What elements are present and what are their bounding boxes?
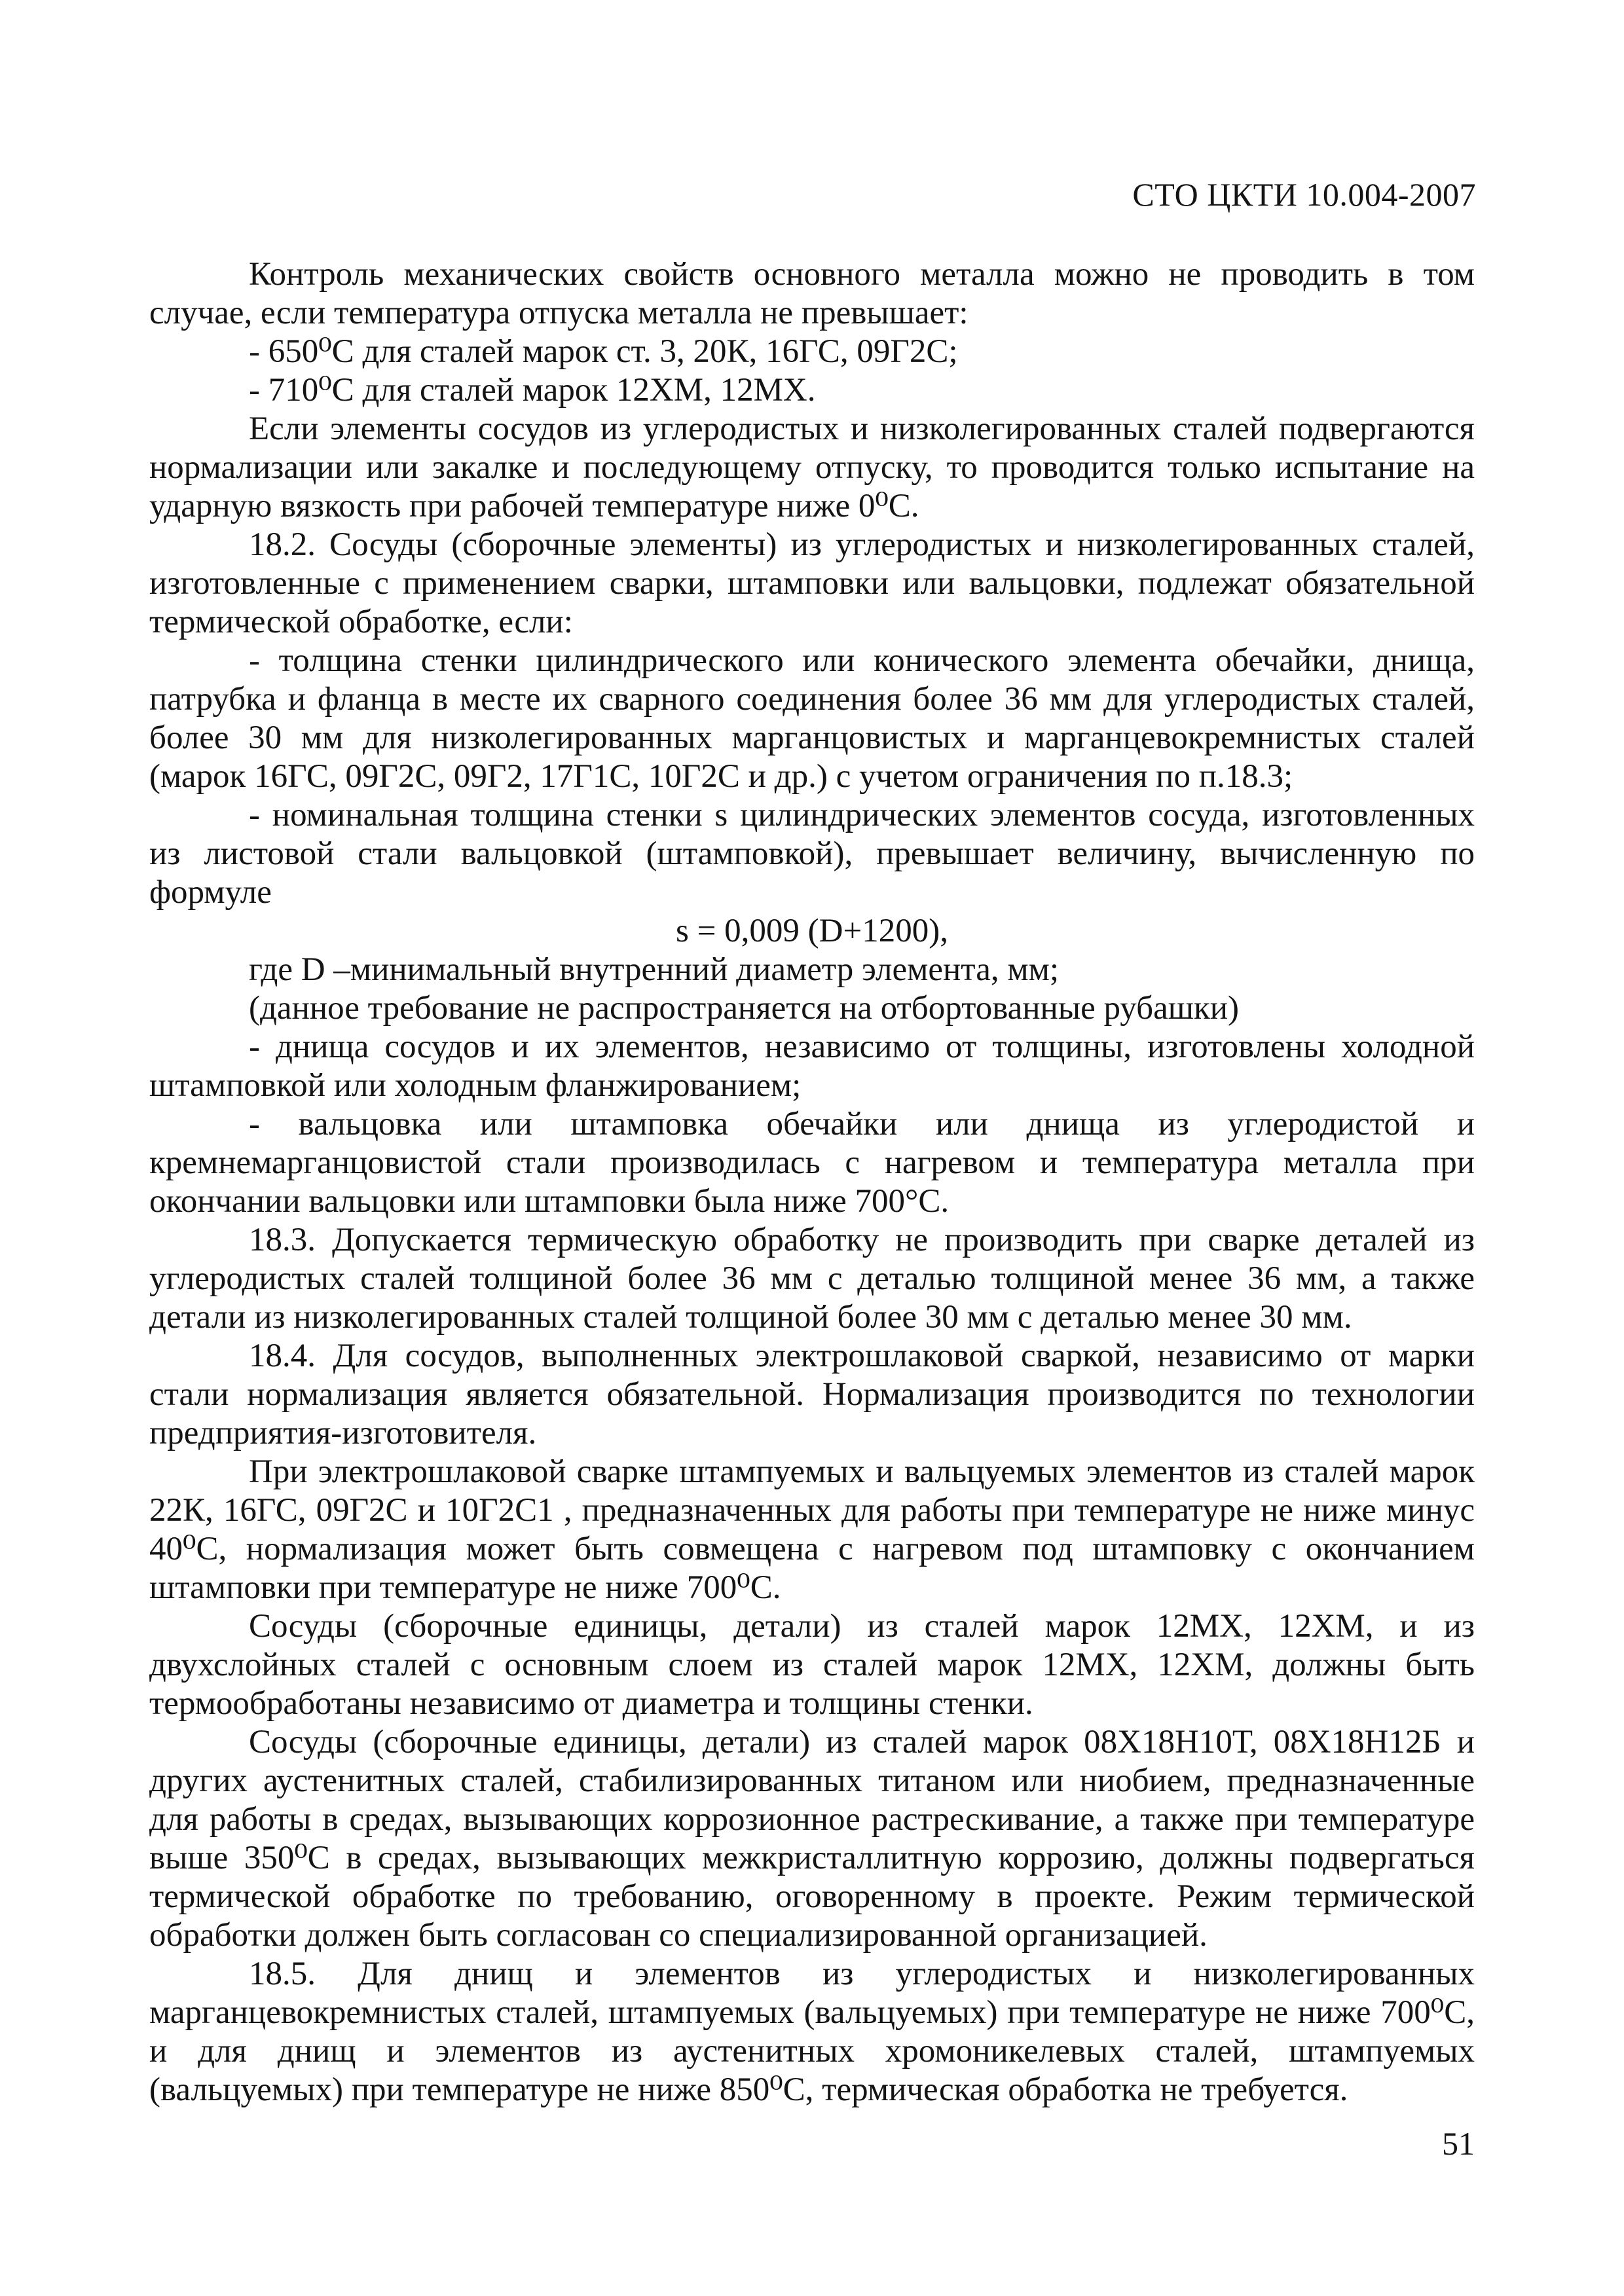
paragraph-18-4: 18.4. Для сосудов, выполненных электрошлаковой сваркой, независимо от марки стали нормализация является обязательной. Нормализация производится по технологии предприятия-изготовителя. [149,1338,1475,1451]
list-item-hot-rolling: - вальцовка или штамповка обечайки или днища из углеродистой и кремнемарганцовистой стали производилась с нагревом и температура металла при окончании вальцовки или штамповки была ниже 700°C. [149,1106,1475,1220]
list-item-wall-thickness: - толщина стенки цилиндрического или конического элемента обечайки, днища, патрубка и фланца в месте их сварного соединения более 36 мм для углеродистых сталей, более 30 мм для низколегированных марганцовистых и марганцевокремнистых сталей (марок 16ГС, 09Г2С, 09Г2, 17Г1С, 10Г2С и др.) с учетом ограничения по п.18.3; [149,642,1475,795]
formula-legend: где D –минимальный внутренний диаметр элемента, мм; [249,951,1060,988]
list-item-nominal-thickness: - номинальная толщина стенки s цилиндрических элементов сосуда, изготовленных из листовой стали вальцовкой (штамповкой), превышает величину, вычисленную по формуле [149,797,1475,911]
list-item-cold-stamping: - днища сосудов и их элементов, независимо от толщины, изготовлены холодной штамповкой или холодным фланжированием; [149,1029,1475,1104]
page-number: 51 [1442,2125,1475,2162]
paragraph-normalization: Если элементы сосудов из углеродистых и низколегированных сталей подвергаются нормализации или закалке и последующему отпуску, то проводится только испытание на ударную вязкость при рабочей температуре ниже 0⁰C. [149,410,1475,524]
paragraph-mechanical-control: Контроль механических свойств основного металла можно не проводить в том случае, если температура отпуска металла не превышает: [149,256,1475,331]
paragraph-18-2: 18.2. Сосуды (сборочные элементы) из углеродистых и низколегированных сталей, изготовленные с применением сварки, штамповки или вальцовки, подлежат обязательной термической обработке, если: [149,526,1475,640]
paragraph-18-3: 18.3. Допускается термическую обработку не производить при сварке деталей из углеродистых сталей толщиной более 36 мм с деталью толщиной менее 36 мм, а также детали из низколегированных сталей толщиной более 30 мм с деталью менее 30 мм. [149,1222,1475,1336]
formula-note: (данное требование не распространяется на отбортованные рубашки) [249,990,1240,1027]
paragraph-electroslag: При электрошлаковой сварке штампуемых и вальцуемых элементов из сталей марок 22К, 16ГС, 09Г2С и 10Г2С1 , предназначенных для работы при температуре не ниже минус 40⁰C, нормализация может быть совмещена с нагревом под штамповку с окончанием штамповки при температуре не ниже 700⁰C. [149,1453,1475,1606]
formula: s = 0,009 (D+1200), [676,913,948,949]
list-item-650: - 650⁰C для сталей марок ст. 3, 20К, 16ГС, 09Г2С; [249,333,958,370]
paragraph-18-5: 18.5. Для днищ и элементов из углеродистых и низколегированных марганцевокремнистых сталей, штампуемых (вальцуемых) при температуре не ниже 700⁰C, и для днищ и элементов из аустенитных хромоникелевых сталей, штампуемых (вальцуемых) при температуре не ниже 850⁰C, термическая обработка не требуется. [149,1956,1475,2108]
paragraph-austenitic-steels: Сосуды (сборочные единицы, детали) из сталей марок 08Х18Н10Т, 08Х18Н12Б и других аустенитных сталей, стабилизированных титаном или ниобием, предназначенные для работы в средах, вызывающих коррозионное растрескивание, а также при температуре выше 350⁰C в средах, вызывающих межкристаллитную коррозию, должны подвергаться термической обработке по требованию, оговоренному в проекте. Режим термической обработки должен быть согласован со специализированной организацией. [149,1724,1475,1954]
paragraph-12mx-steels: Сосуды (сборочные единицы, детали) из сталей марок 12МХ, 12ХМ, и из двухслойных сталей с основным слоем из сталей марок 12МХ, 12ХМ, должны быть термообработаны независимо от диаметра и толщины стенки. [149,1608,1475,1722]
standard-code-header: СТО ЦКТИ 10.004-2007 [1132,176,1476,213]
document-body [149,255,1475,2109]
list-item-710: - 710⁰C для сталей марок 12ХМ, 12МХ. [249,372,816,409]
